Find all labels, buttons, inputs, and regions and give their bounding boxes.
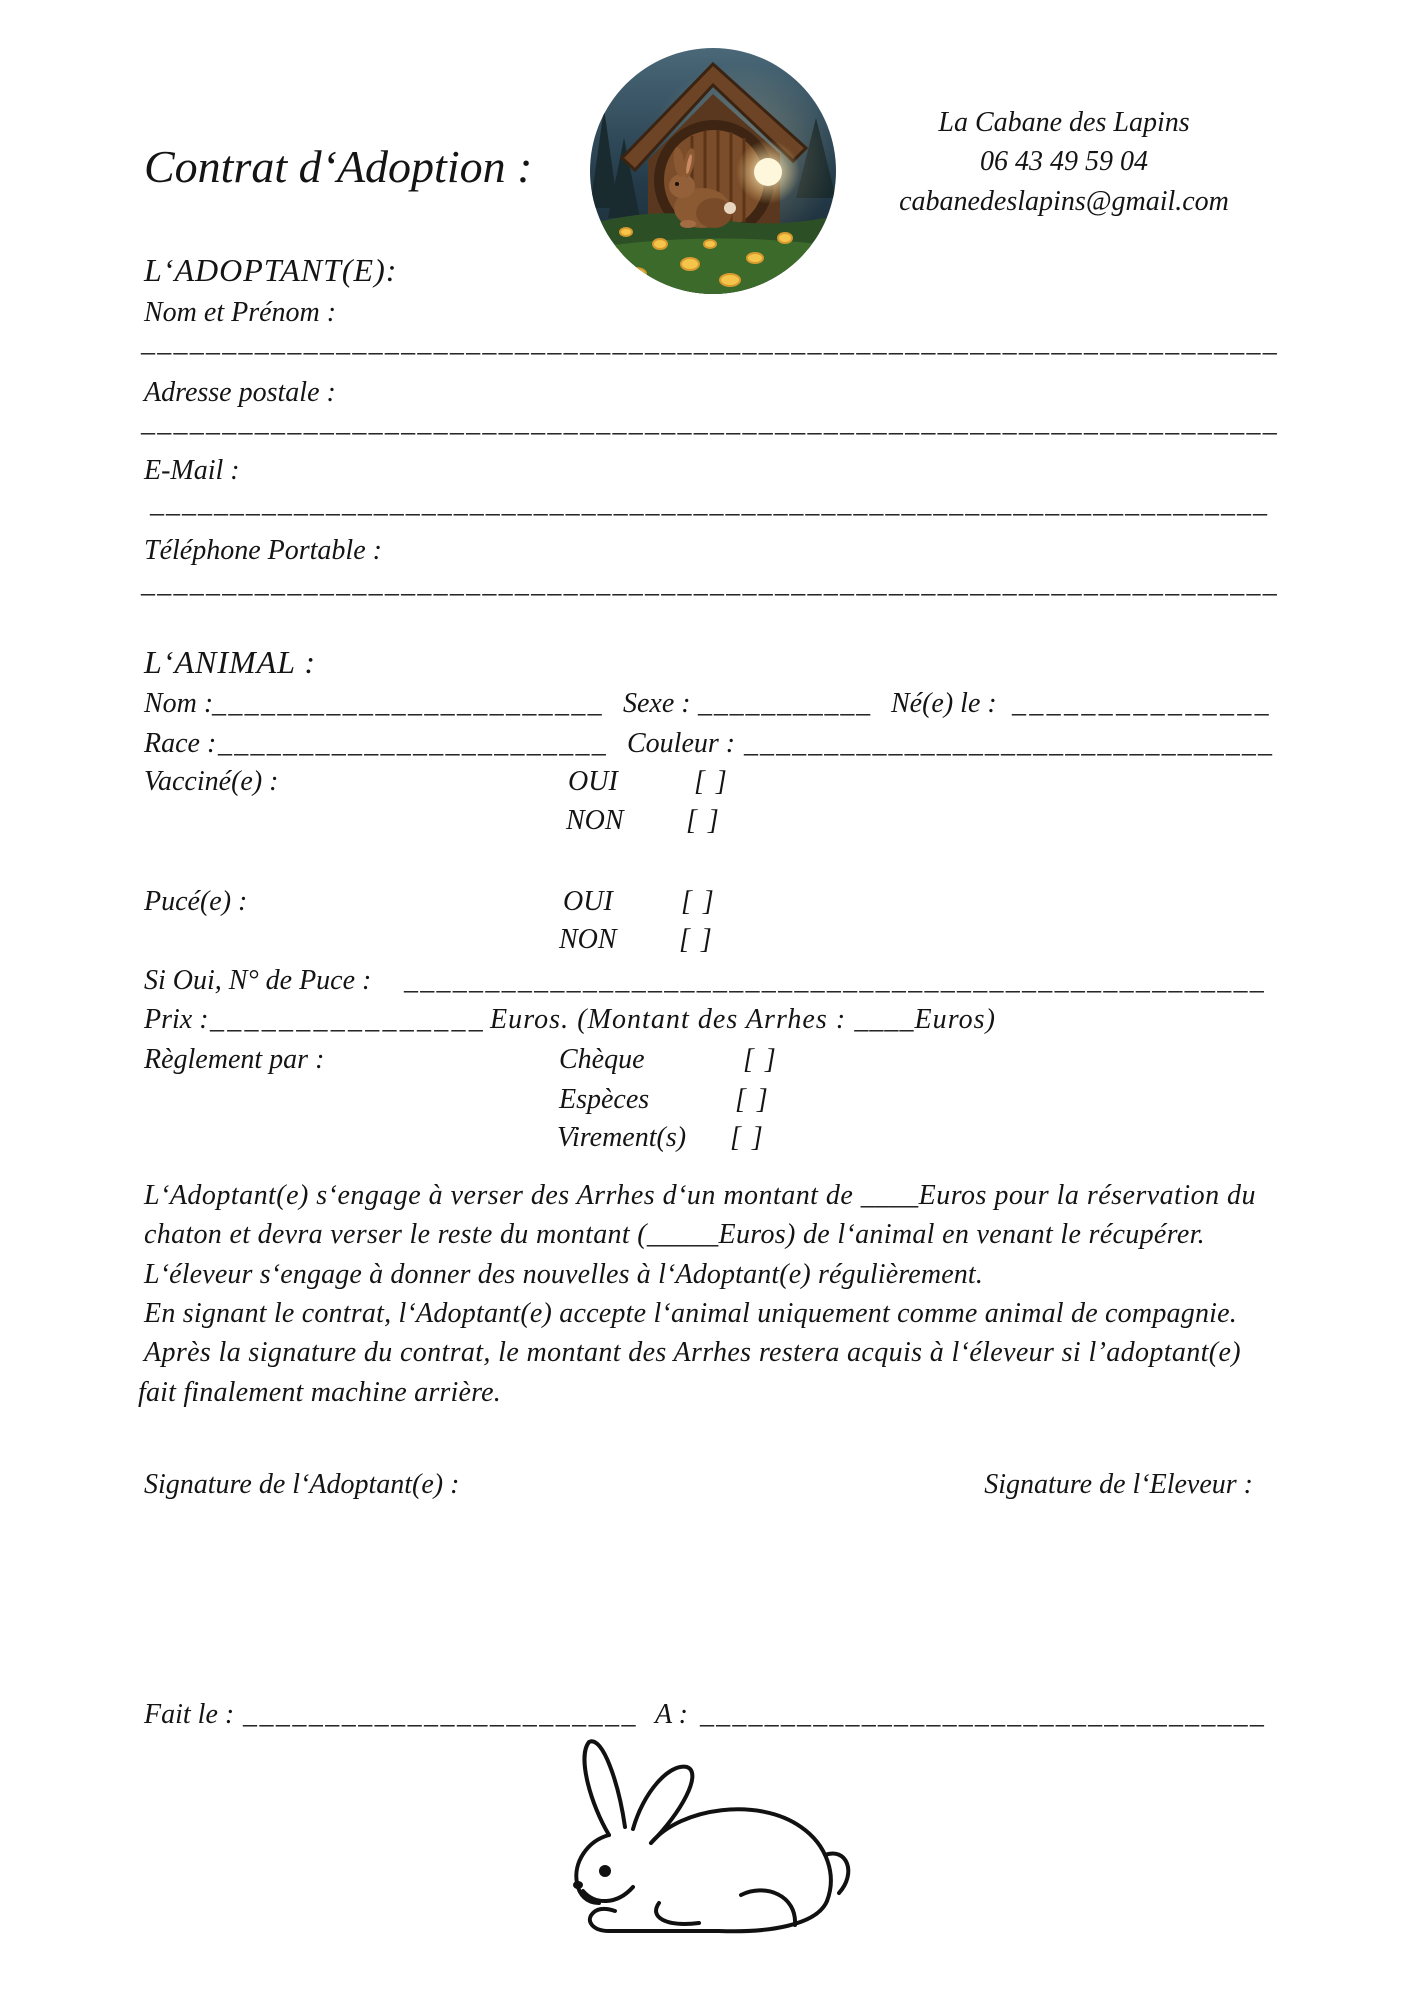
- checkbox-payment-transfer: [ ]: [730, 1122, 765, 1153]
- checkbox-chipped-no: [ ]: [679, 924, 714, 955]
- field-label-price: Prix :: [144, 1004, 209, 1035]
- checkbox-payment-cheque: [ ]: [743, 1044, 778, 1075]
- option-chipped-no: NON: [559, 924, 617, 955]
- blank-price: ________________: [210, 1004, 486, 1035]
- field-label-breed: Race :: [144, 728, 217, 759]
- option-vaccinated-no: NON: [566, 805, 624, 836]
- section-heading-animal: L‘ANIMAL :: [144, 644, 317, 680]
- rabbit-nose: [573, 1881, 583, 1889]
- blank-line-address: ______________________________________________________________________: [141, 407, 1279, 438]
- blank-animal-name: ________________________: [212, 688, 604, 719]
- field-label-color: Couleur :: [627, 728, 736, 759]
- field-label-vaccinated: Vacciné(e) :: [144, 766, 279, 797]
- rabbit-front-leg: [656, 1903, 699, 1924]
- blank-color: _________________________________: [744, 728, 1274, 759]
- business-phone: 06 43 49 59 04: [980, 146, 1148, 177]
- option-payment-cheque: Chèque: [559, 1044, 645, 1075]
- price-suffix-deposit: Euros. (Montant des Arrhes : ____Euros): [490, 1004, 996, 1035]
- rabbit-house-logo-icon: [590, 48, 836, 294]
- rabbit-haunch: [741, 1890, 795, 1925]
- rabbit-ear-left: [585, 1741, 625, 1835]
- field-label-sex: Sexe :: [623, 688, 691, 719]
- option-vaccinated-yes: OUI: [568, 766, 618, 797]
- checkbox-vaccinated-yes: [ ]: [694, 766, 729, 797]
- blank-birth-date: _______________: [1012, 688, 1272, 719]
- rabbit-back: [651, 1809, 831, 1901]
- field-label-place: A :: [655, 1699, 688, 1730]
- blank-place: ___________________________________: [700, 1699, 1266, 1730]
- blank-line-full-name: ______________________________________________________________________: [141, 327, 1279, 358]
- field-label-address: Adresse postale :: [144, 377, 336, 408]
- business-email: cabanedeslapins@gmail.com: [899, 186, 1229, 217]
- terms-line: L‘éleveur s‘engage à donner des nouvelles à l‘Adoptant(e) régulièrement.: [144, 1259, 983, 1290]
- blank-breed: ________________________: [218, 728, 608, 759]
- terms-line: Après la signature du contrat, le montant des Arrhes restera acquis à l‘éleveur si l’adoptant(e): [144, 1337, 1241, 1368]
- checkbox-chipped-yes: [ ]: [681, 886, 716, 917]
- terms-line: fait finalement machine arrière.: [138, 1377, 501, 1408]
- business-name: La Cabane des Lapins: [938, 107, 1190, 138]
- field-label-date: Fait le :: [144, 1699, 235, 1730]
- blank-line-mobile-phone: ______________________________________________________________________: [141, 568, 1279, 599]
- field-label-chip-number: Si Oui, N° de Puce :: [144, 965, 372, 996]
- field-label-mobile-phone: Téléphone Portable :: [144, 535, 382, 566]
- checkbox-payment-cash: [ ]: [735, 1084, 770, 1115]
- blank-line-email: ______________________________________________________________________: [150, 488, 1269, 519]
- rabbit-eye: [599, 1865, 611, 1877]
- option-payment-transfer: Virement(s): [557, 1122, 687, 1153]
- field-label-chipped: Pucé(e) :: [144, 886, 248, 917]
- field-label-full-name: Nom et Prénom :: [144, 297, 337, 328]
- signature-label-adoptant: Signature de l‘Adoptant(e) :: [144, 1469, 460, 1500]
- terms-line: L‘Adoptant(e) s‘engage à verser des Arrhes d‘un montant de ____Euros pour la réservation du: [144, 1180, 1256, 1211]
- checkbox-vaccinated-no: [ ]: [686, 805, 721, 836]
- field-label-email: E-Mail :: [144, 455, 240, 486]
- terms-line: En signant le contrat, l‘Adoptant(e) accepte l‘animal uniquement comme animal de compagnie.: [144, 1298, 1237, 1329]
- blank-chip-number: _____________________________________________________: [404, 965, 1266, 996]
- rabbit-mouth: [583, 1887, 633, 1901]
- logo-lamp: [736, 140, 800, 204]
- blank-date: ________________________: [243, 1699, 638, 1730]
- option-payment-cash: Espèces: [559, 1084, 650, 1115]
- field-label-birth-date: Né(e) le :: [891, 688, 997, 719]
- terms-line: chaton et devra verser le reste du montant (_____Euros) de l‘animal en venant le récupérer.: [144, 1219, 1205, 1250]
- section-heading-adoptant: L‘ADOPTANT(E):: [144, 252, 398, 288]
- page-title: Contrat d‘Adoption :: [144, 141, 533, 192]
- rabbit-line-drawing-icon: [569, 1735, 859, 1940]
- signature-label-breeder: Signature de l‘Eleveur :: [984, 1469, 1253, 1500]
- field-label-animal-name: Nom :: [144, 688, 214, 719]
- option-chipped-yes: OUI: [563, 886, 613, 917]
- blank-sex: ___________: [698, 688, 872, 719]
- field-label-payment: Règlement par :: [144, 1044, 325, 1075]
